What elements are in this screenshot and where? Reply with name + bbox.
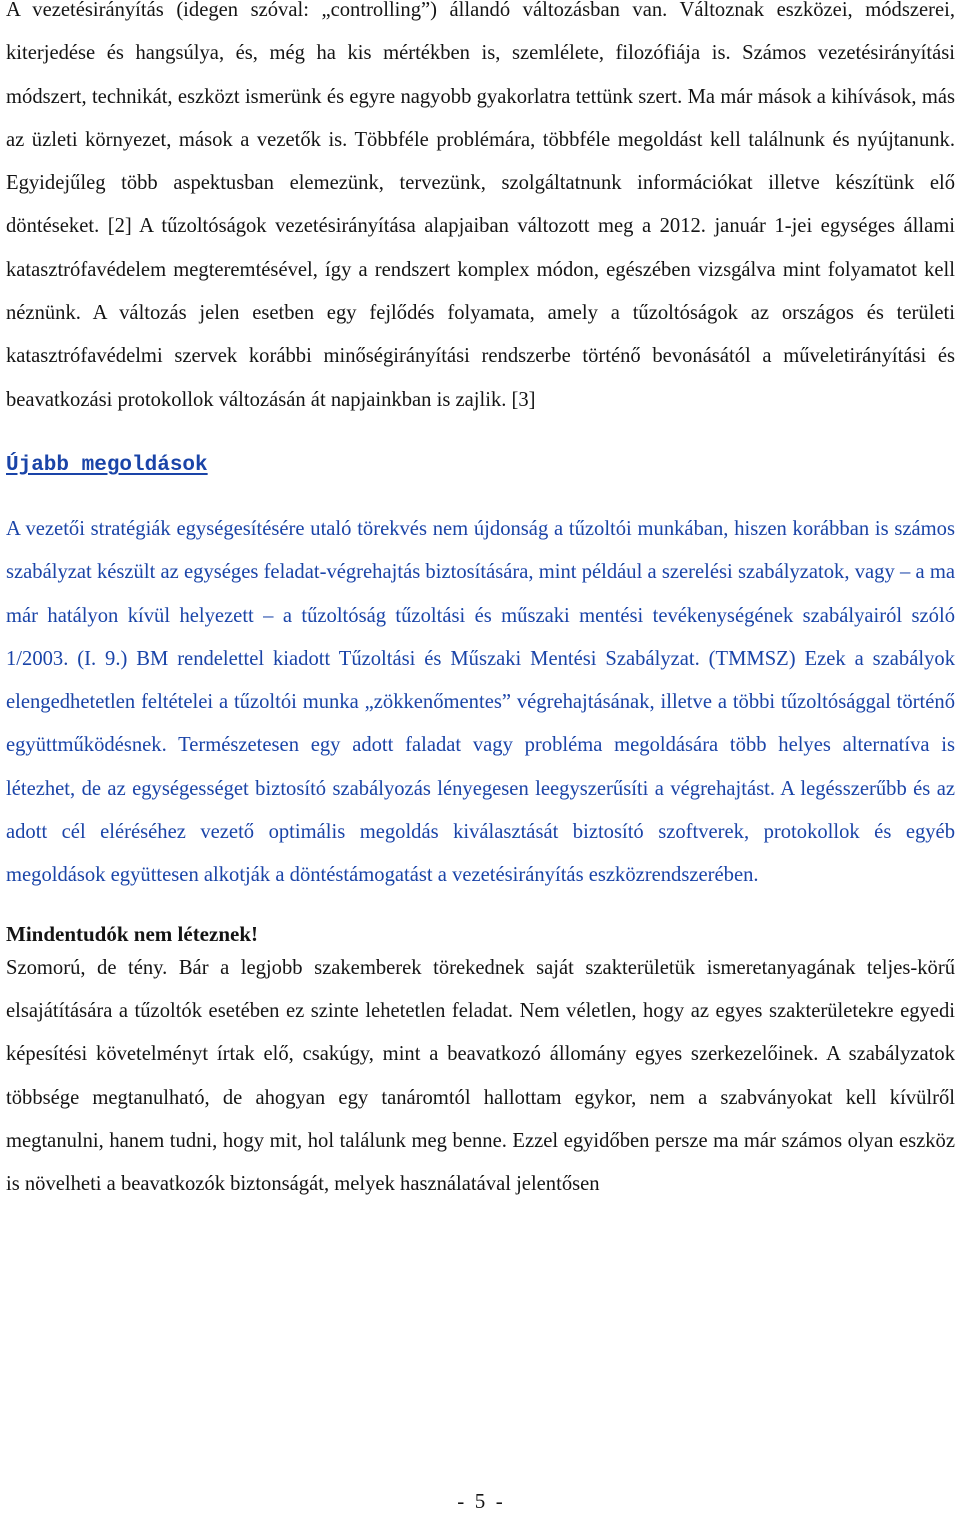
paragraph-controlling: A vezetésirányítás (idegen szóval: „controlling”) állandó változásban van. Változnak eszközei, módszerei, kiterjedése és hangsúlya, és, még ha kis mértékben is, szemlélete, filozófiája is. Számos vezetésirányítási módszert, technikát, eszközt ismerünk és egyre nagyobb gyakorlatra tettünk szert. Ma már mások a kihívások, más az üzleti környezet, mások a vezetők is. Többféle problémára, többféle megoldást kell találnunk és nyújtanunk. Egyidejűleg több aspektusban elemezünk, tervezünk, szolgáltatnunk információkat illetve készítünk elő döntéseket. [2] A tűzoltóságok vezetésirányítása alapjaiban változott meg a 2012. január 1-jei egységes állami katasztrófavédelem megteremtésével, így a rendszert komplex módon, egészében vizsgálva mint folyamatot kell néznünk. A változás jelen esetben egy fejlődés folyamata, amely a tűzoltóságok az országos és területi katasztrófavédelmi szervek korábbi minőségirányítási rendszerbe történő bevonásától a műveletirányítási és beavatkozási protokollok változásán át napjainkban is zajlik. [3] [6, 0, 955, 411]
section-heading-new-solutions: Újabb megoldások [6, 453, 208, 477]
paragraph-no-know-it-alls: Szomorú, de tény. Bár a legjobb szakemberek törekednek saját szakterületük ismeretanyagának teljes-körű elsajátítására a tűzoltók esetében ez szinte lehetetlen feladat. Nem véletlen, hogy az egyes szakterületekre egyedi képesítési követelményt írtak elő, csakúgy, mint a beavatkozó állomány egyes szerkezelőinek. A szabályzatok többsége megtanulható, de ahogyan egy tanáromtól hallottam egykor, nem a szabványokat kell kívülről megtanulni, hanem tudni, hogy mit, hol találunk meg benne. Ezzel egyidőben persze ma már számos olyan eszköz is növelheti a beavatkozók biztonságát, melyek használatával jelentősen [6, 956, 955, 1196]
paragraph-new-solutions: A vezetői stratégiák egységesítésére utaló törekvés nem újdonság a tűzoltói munkában, hiszen korábban is számos szabályzat készült az egységes feladat-végrehajtás biztosítására, mint például a szerelési szabályzatok, vagy – a ma már hatályon kívül helyezett – a tűzoltóság tűzoltási és műszaki mentési tevékenységének szabályairól szóló 1/2003. (I. 9.) BM rendelettel kiadott Tűzoltási és Műszaki Mentési Szabályzat. (TMMSZ) Ezek a szabályok elengedhetetlen feltételei a tűzoltói munka „zökkenőmentes” végrehajtásának, illetve a többi tűzoltósággal történő együttműködésnek. Természetesen egy adott faladat vagy probléma megoldására több helyes alternatíva is létezhet, de az egységességet biztosító szabályozás lényegesen leegyszerűsíti a végrehajtást. A legésszerűbb és az adott cél eléréséhez vezető optimális megoldás kiválasztását biztosító szoftverek, protokollok és egyéb megoldások együttesen alkotják a döntéstámogatást a vezetésirányítás eszközrendszerében. [6, 517, 955, 887]
page-number: - 5 - [457, 1489, 503, 1513]
section-heading-no-know-it-alls: Mindentudók nem léteznek! [6, 921, 258, 946]
